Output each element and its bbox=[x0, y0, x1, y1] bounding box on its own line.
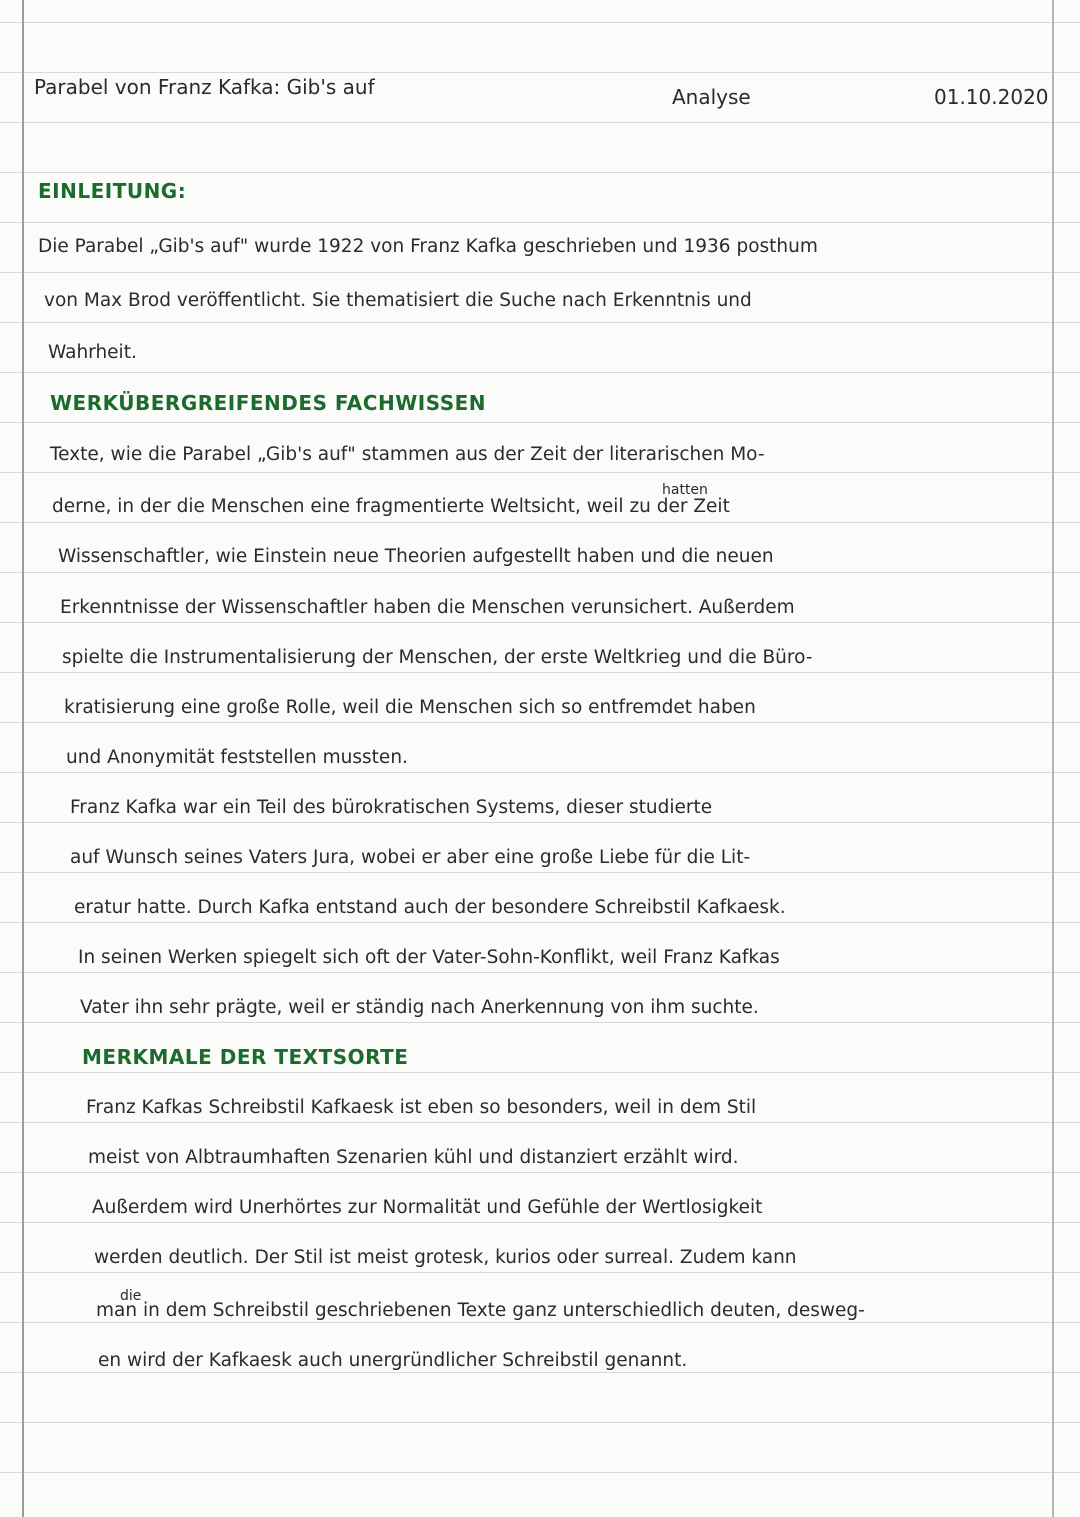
fachwissen-line: Texte, wie die Parabel „Gib's auf" stammen aus der Zeit der literarischen Mo- bbox=[50, 444, 765, 465]
rule-line bbox=[0, 722, 1080, 723]
einleitung-line: Die Parabel „Gib's auf" wurde 1922 von Franz Kafka geschrieben und 1936 posthum bbox=[38, 236, 818, 257]
rule-line bbox=[0, 922, 1080, 923]
rule-line bbox=[0, 872, 1080, 873]
fachwissen-line: Erkenntnisse der Wissenschaftler haben die Menschen verunsichert. Außerdem bbox=[60, 597, 795, 618]
right-margin-line bbox=[1052, 0, 1054, 1517]
rule-line bbox=[0, 1372, 1080, 1373]
rule-line bbox=[0, 122, 1080, 123]
merkmale-line: Außerdem wird Unerhörtes zur Normalität und Gefühle der Wertlosigkeit bbox=[92, 1197, 763, 1218]
rule-line bbox=[0, 172, 1080, 173]
rule-line bbox=[0, 972, 1080, 973]
rule-line bbox=[0, 522, 1080, 523]
rule-line bbox=[0, 72, 1080, 73]
page-title: Parabel von Franz Kafka: Gib's auf bbox=[34, 75, 375, 99]
rule-line bbox=[0, 472, 1080, 473]
rule-line bbox=[0, 1272, 1080, 1273]
einleitung-line: von Max Brod veröffentlicht. Sie thematisiert die Suche nach Erkenntnis und bbox=[44, 290, 752, 311]
rule-line bbox=[0, 1222, 1080, 1223]
fachwissen-line: derne, in der die Menschen eine fragmentierte Weltsicht, weil zu der Zeit bbox=[52, 496, 730, 517]
rule-line bbox=[0, 272, 1080, 273]
fachwissen-line: eratur hatte. Durch Kafka entstand auch der besondere Schreibstil Kafkaesk. bbox=[74, 897, 786, 918]
fachwissen-line: auf Wunsch seines Vaters Jura, wobei er aber eine große Liebe für die Lit- bbox=[70, 847, 751, 868]
fachwissen-line: und Anonymität feststellen mussten. bbox=[66, 747, 408, 768]
fachwissen-line: In seinen Werken spiegelt sich oft der Vater-Sohn-Konflikt, weil Franz Kafkas bbox=[78, 947, 780, 968]
rule-line bbox=[0, 772, 1080, 773]
rule-line bbox=[0, 1172, 1080, 1173]
left-margin-line bbox=[22, 0, 24, 1517]
rule-line bbox=[0, 372, 1080, 373]
fachwissen-line: Vater ihn sehr prägte, weil er ständig nach Anerkennung von ihm suchte. bbox=[80, 997, 759, 1018]
merkmale-line: werden deutlich. Der Stil ist meist grotesk, kurios oder surreal. Zudem kann bbox=[94, 1247, 797, 1268]
inserted-word: die bbox=[120, 1288, 142, 1304]
fachwissen-line: kratisierung eine große Rolle, weil die Menschen sich so entfremdet haben bbox=[64, 697, 756, 718]
inserted-word: hatten bbox=[662, 482, 708, 498]
document-type: Analyse bbox=[672, 85, 751, 109]
merkmale-line: meist von Albtraumhaften Szenarien kühl und distanziert erzählt wird. bbox=[88, 1147, 739, 1168]
fachwissen-line: Wissenschaftler, wie Einstein neue Theorien aufgestellt haben und die neuen bbox=[58, 546, 774, 567]
rule-line bbox=[0, 622, 1080, 623]
rule-line bbox=[0, 422, 1080, 423]
fachwissen-line: spielte die Instrumentalisierung der Menschen, der erste Weltkrieg und die Büro- bbox=[62, 647, 813, 668]
merkmale-line: en wird der Kafkaesk auch unergründlicher Schreibstil genannt. bbox=[98, 1350, 688, 1371]
merkmale-line: Franz Kafkas Schreibstil Kafkaesk ist eben so besonders, weil in dem Stil bbox=[86, 1097, 757, 1118]
heading-einleitung: EINLEITUNG: bbox=[38, 179, 187, 203]
rule-line bbox=[0, 572, 1080, 573]
rule-line bbox=[0, 672, 1080, 673]
fachwissen-line: Franz Kafka war ein Teil des bürokratischen Systems, dieser studierte bbox=[70, 797, 713, 818]
rule-line bbox=[0, 822, 1080, 823]
rule-line bbox=[0, 1072, 1080, 1073]
rule-line bbox=[0, 1422, 1080, 1423]
merkmale-line: man in dem Schreibstil geschriebenen Texte ganz unterschiedlich deuten, desweg- bbox=[96, 1300, 865, 1321]
einleitung-line: Wahrheit. bbox=[48, 342, 137, 363]
heading-merkmale: MERKMALE DER TEXTSORTE bbox=[82, 1045, 409, 1069]
rule-line bbox=[0, 22, 1080, 23]
date: 01.10.2020 bbox=[934, 85, 1049, 109]
rule-line bbox=[0, 1472, 1080, 1473]
rule-line bbox=[0, 322, 1080, 323]
rule-line bbox=[0, 1122, 1080, 1123]
rule-line bbox=[0, 222, 1080, 223]
heading-fachwissen: WERKÜBERGREIFENDES FACHWISSEN bbox=[50, 391, 487, 415]
rule-line bbox=[0, 1322, 1080, 1323]
rule-line bbox=[0, 1022, 1080, 1023]
